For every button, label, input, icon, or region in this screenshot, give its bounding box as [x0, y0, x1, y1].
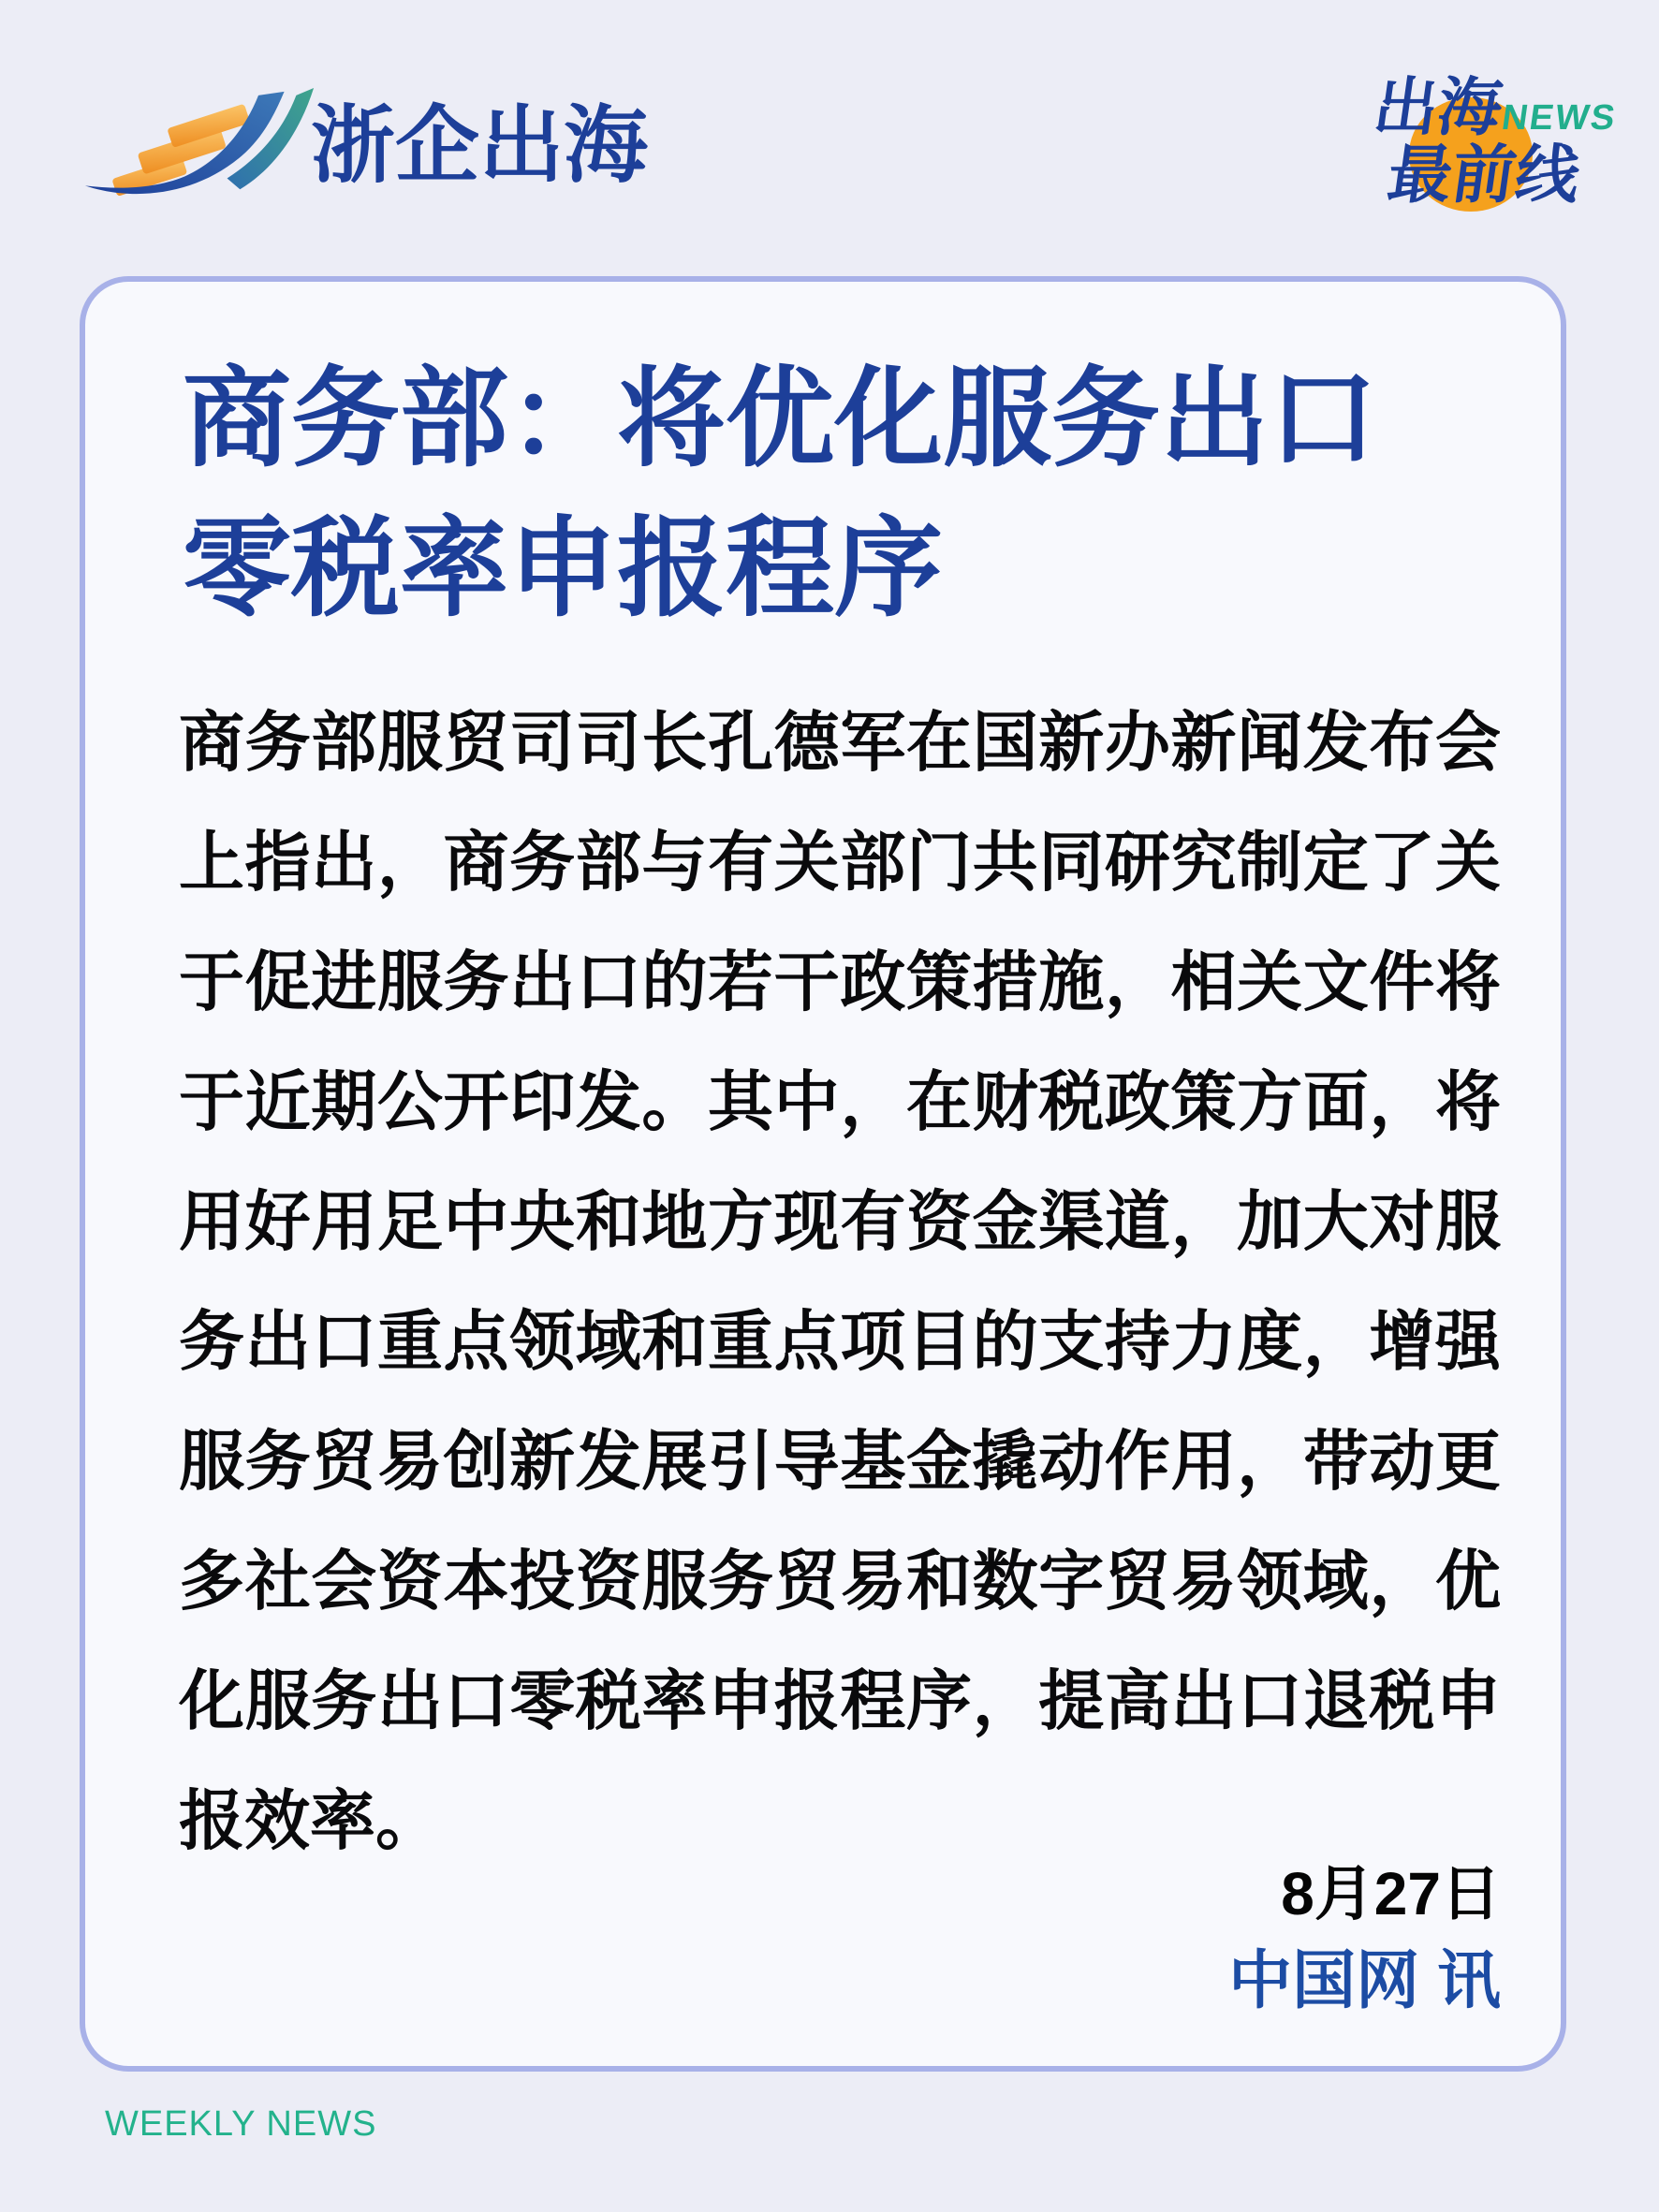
article-body-line: 于近期公开印发。其中，在财税政策方面，将 [179, 1065, 1501, 1138]
article-body-line: 上指出，商务部与有关部门共同研究制定了关 [179, 826, 1501, 899]
badge-title-line2: 最前线 [1383, 139, 1585, 211]
article-body-line: 化服务出口零税率申报程序，提高出口退税申 [179, 1664, 1501, 1737]
article-body-line: 多社会资本投资服务贸易和数字贸易领域，优 [179, 1545, 1501, 1618]
article-date: 8月27日 [1281, 1860, 1501, 1927]
footer-weekly-news-label: WEEKLY NEWS [105, 2104, 377, 2144]
badge-title-line1: 出海 [1369, 72, 1507, 143]
article-body-line: 服务贸易创新发展引导基金撬动作用，带动更 [179, 1425, 1501, 1498]
article-body [179, 682, 1501, 1881]
badge-news-label: NEWS [1499, 98, 1620, 138]
article-body-line: 商务部服贸司司长孔德军在国新办新闻发布会 [179, 706, 1501, 779]
badge-row-1 [1370, 73, 1622, 142]
article-body-line: 务出口重点领域和重点项目的支持力度，增强 [179, 1305, 1501, 1378]
article-source: 中国网 讯 [1228, 1945, 1501, 2016]
article-title [183, 344, 1377, 643]
article-title-line2: 零税率申报程序 [183, 507, 943, 629]
article-body-line: 于促进服务出口的若干政策措施，相关文件将 [179, 945, 1501, 1018]
article-body-line: 用好用足中央和地方现有资金渠道，加大对服 [179, 1185, 1501, 1258]
brand-name: 浙企出海 [311, 99, 648, 193]
article-card [80, 276, 1566, 2072]
article-body-line: 报效率。 [179, 1784, 441, 1857]
article-title-line1: 商务部：将优化服务出口 [183, 358, 1377, 479]
article-meta [179, 1851, 1501, 2025]
brand-logo-icon [80, 86, 319, 206]
